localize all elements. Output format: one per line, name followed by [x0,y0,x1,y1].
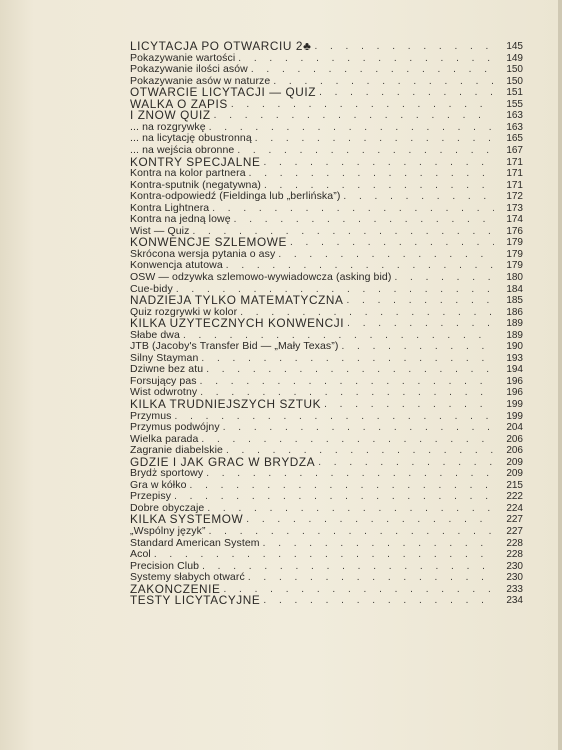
toc-entry [130,491,494,503]
dot-leader [319,87,494,99]
toc-page-number: 171 [506,156,523,168]
dot-leader [183,330,494,342]
dot-leader [207,503,494,515]
dot-leader [214,110,494,122]
toc-entry [130,283,494,295]
toc-section-title: Wielka parada [130,433,199,445]
toc-section-title: Wist odwrotny [130,387,198,399]
toc-entry [130,330,494,342]
toc-page-number: 149 [506,52,523,64]
toc-entry [130,145,494,157]
toc-entry [130,411,494,423]
toc-page-number: 179 [506,260,523,272]
dot-leader [263,157,494,169]
dot-leader [190,480,494,492]
dot-leader [246,514,494,526]
toc-chapter-title: OTWARCIE LICYTACJI — QUIZ [130,87,317,99]
toc-entry [130,514,494,526]
dot-leader [347,295,495,307]
toc-page-number: 189 [506,318,523,330]
dot-leader [175,411,494,423]
toc-page-number: 227 [506,526,523,538]
toc-entry [130,538,494,550]
toc-entry [130,480,494,492]
toc-page-number: 230 [506,572,523,584]
dot-leader [347,318,494,330]
toc-page-number: 228 [506,549,523,561]
dot-leader [343,191,494,203]
toc-section-title: Pokazywanie ilości asów [130,64,248,76]
dot-leader [248,572,494,584]
toc-page-number: 145 [506,41,523,53]
toc-page-number: 194 [506,364,523,376]
toc-entry [130,434,494,446]
dot-leader [201,353,494,365]
toc-page-number: 155 [506,98,523,110]
toc-section-title: Quiz rozgrywki w kolor [130,306,238,318]
toc-chapter-title: KONWENCJE SZLEMOWE [130,237,287,249]
toc-page-number: 209 [506,456,523,468]
toc-entry [130,584,494,596]
toc-entry [130,214,494,226]
dot-leader [318,457,494,469]
toc-entry [130,387,494,399]
dot-leader [290,237,494,249]
dot-leader [226,445,494,457]
toc-section-title: Gra w kółko [130,479,187,491]
toc-page-number: 174 [506,214,523,226]
dot-leader [192,226,494,238]
table-of-contents [130,41,494,607]
toc-entry [130,168,494,180]
dot-leader [237,145,494,157]
toc-section-title: ... na rozgrywkę [130,121,206,133]
toc-page-number: 163 [506,121,523,133]
toc-entry [130,526,494,538]
dot-leader [200,387,494,399]
toc-page-number: 171 [506,179,523,191]
toc-entry [130,295,494,307]
toc-chapter-title: KILKA UŻYTECZNYCH KONWENCJI [130,318,345,330]
toc-page-number: 190 [506,341,523,353]
toc-page-number: 180 [506,271,523,283]
toc-section-title: Kontra-odpowiedź (Fieldinga lub „berlińska”) [130,191,341,203]
dot-leader [394,272,494,284]
toc-section-title: Cue-bidy [130,283,173,295]
dot-leader [201,434,494,446]
toc-page-number: 150 [506,64,523,76]
toc-chapter-title: KONTRY SPECJALNE [130,156,261,169]
toc-section-title: Standard American System [130,537,260,549]
toc-section-title: Przymus [130,410,172,422]
toc-chapter-title: KILKA SYSTEMÓW [130,514,244,526]
toc-entry [130,122,494,134]
toc-entry [130,468,494,480]
toc-page-number: 179 [506,237,523,249]
dot-leader [209,526,494,538]
toc-section-title: ... na wejścia obronne [130,144,235,156]
toc-section-title: Słabe dwa [130,329,180,341]
toc-section-title: Acol [130,549,151,561]
toc-page-number: 204 [506,422,523,434]
toc-section-title: Kontra na jedną lowę [130,214,231,226]
toc-entry [130,260,494,272]
dot-leader [263,538,494,550]
toc-entry [130,595,494,607]
toc-page-number: 206 [506,445,523,457]
toc-section-title: Kontra na kolor partnera [130,168,246,180]
toc-page-number: 193 [506,352,523,364]
toc-section-title: „Wspólny język” [130,525,206,538]
toc-page-number: 196 [506,387,523,399]
dot-leader [324,399,494,411]
toc-section-title: Wist — Quiz [130,225,190,237]
toc-page-number: 172 [506,191,523,203]
toc-page-number: 171 [506,168,523,180]
toc-chapter-title: NADZIEJA TYLKO MATEMATYCZNA [130,295,344,307]
toc-section-title: Kontra Lightnera [130,202,210,214]
toc-page-number: 230 [506,560,523,572]
toc-entry [130,41,494,53]
toc-entry [130,549,494,561]
toc-entry [130,76,494,88]
toc-page-number: 215 [506,479,523,491]
toc-section-title: Kontra-sputnik (negatywna) [130,179,261,191]
toc-page-number: 227 [506,514,523,526]
toc-entry [130,53,494,65]
toc-entry [130,353,494,365]
toc-chapter-title: TESTY LICYTACYJNE [130,595,261,607]
toc-entry [130,64,494,76]
toc-section-title: Forsujący pas [130,375,197,387]
toc-section-title: Pokazywanie wartości [130,52,236,64]
toc-page-number: 176 [506,225,523,237]
toc-entry [130,457,494,469]
toc-section-title: Przepisy [130,491,172,503]
toc-entry [130,203,494,215]
dot-leader [255,133,494,145]
toc-entry [130,133,494,145]
toc-page-number: 206 [506,433,523,445]
toc-section-title: Pokazywanie asów w naturze [130,75,271,87]
toc-page-number: 150 [506,75,523,87]
toc-section-title: JTB (Jacoby's Transfer Bid — „Mały Texas”) [130,341,339,353]
toc-section-title: Zagranie diabelskie [130,445,223,457]
dot-leader [231,99,494,111]
toc-page-number: 199 [506,410,523,422]
toc-entry [130,318,494,330]
toc-page-number: 209 [506,468,523,480]
toc-section-title: Dobre obyczaje [130,502,205,514]
dot-leader [226,260,494,272]
dot-leader [263,595,494,607]
dot-leader [212,203,494,215]
dot-leader [240,307,494,319]
dot-leader [154,549,494,561]
toc-page-number: 233 [506,583,523,595]
toc-page-number: 224 [506,502,523,514]
page-number-column [495,41,523,607]
toc-entry [130,87,494,99]
toc-entry [130,572,494,584]
toc-section-title: Brydż sportowy [130,468,204,480]
toc-page-number: 167 [506,144,523,156]
dot-leader [174,491,494,503]
dot-leader [176,284,494,296]
toc-entry [130,156,494,168]
toc-entry [130,180,494,192]
toc-section-title: Przymus podwójny [130,422,220,434]
toc-page-number: 228 [506,537,523,549]
toc-entry [130,503,494,515]
toc-page-number: 163 [506,110,523,122]
toc-section-title: Systemy słabych otwarć [130,572,245,584]
dot-leader [251,64,494,76]
toc-chapter-title: LICYTACJA PO OTWARCIU 2♣ [130,41,312,53]
toc-section-title: OSW — odzywka szlemowo-wywiadowcza (asking bid) [130,271,392,283]
toc-page-number: 173 [506,202,523,214]
dot-leader [224,584,495,596]
toc-entry [130,99,494,111]
toc-page-number: 222 [506,491,523,503]
dot-leader [234,214,494,226]
toc-page-number: 186 [506,306,523,318]
dot-leader [238,53,494,65]
dot-leader [206,468,494,480]
dot-leader [200,376,494,388]
dot-leader [206,364,494,376]
toc-page-number: 179 [506,248,523,260]
toc-entry [130,341,494,353]
dot-leader [249,168,494,180]
toc-entry [130,399,494,411]
toc-chapter-title: I ZNÓW QUIZ [130,110,211,122]
toc-entry [130,191,494,203]
toc-entry [130,307,494,319]
page-edge-shadow [558,0,562,750]
dot-leader [278,249,494,261]
toc-entry [130,445,494,457]
toc-page-number: 151 [506,87,523,99]
toc-section-title: ... na licytację obustronną [130,133,252,145]
toc-chapter-title: ZAKOŃCZENIE [130,583,221,596]
toc-page-number: 165 [506,133,523,145]
toc-page-number: 196 [506,375,523,387]
toc-section-title: Konwencja atutowa [130,260,223,272]
toc-entry [130,110,494,122]
toc-entry [130,376,494,388]
toc-entry [130,364,494,376]
toc-page-number: 234 [506,595,523,607]
toc-entry [130,237,494,249]
dot-leader [273,76,494,88]
dot-leader [341,341,494,353]
toc-page-number: 184 [506,283,523,295]
toc-entry [130,226,494,238]
dot-leader [314,41,494,53]
toc-entry [130,561,494,573]
toc-entry [130,249,494,261]
toc-page-number: 199 [506,399,523,410]
toc-chapter-title: KILKA TRUDNIEJSZYCH SZTUK [130,398,322,411]
toc-chapter-title: WALKA O ZAPIS [130,98,228,111]
dot-leader [223,422,494,434]
toc-entry [130,272,494,284]
toc-section-title: Silny Stayman [130,352,199,364]
toc-page-number: 185 [506,295,523,307]
dot-leader [209,122,494,134]
dot-leader [202,561,494,573]
toc-section-title: Precision Club [130,560,200,572]
toc-section-title: Dziwne bez atu [130,364,204,376]
toc-entry [130,422,494,434]
toc-page-number: 189 [506,329,523,341]
toc-chapter-title: GDZIE I JAK GRAĆ W BRYDŻA [130,456,316,469]
toc-section-title: Skrócona wersja pytania o asy [130,248,276,260]
dot-leader [264,180,494,192]
